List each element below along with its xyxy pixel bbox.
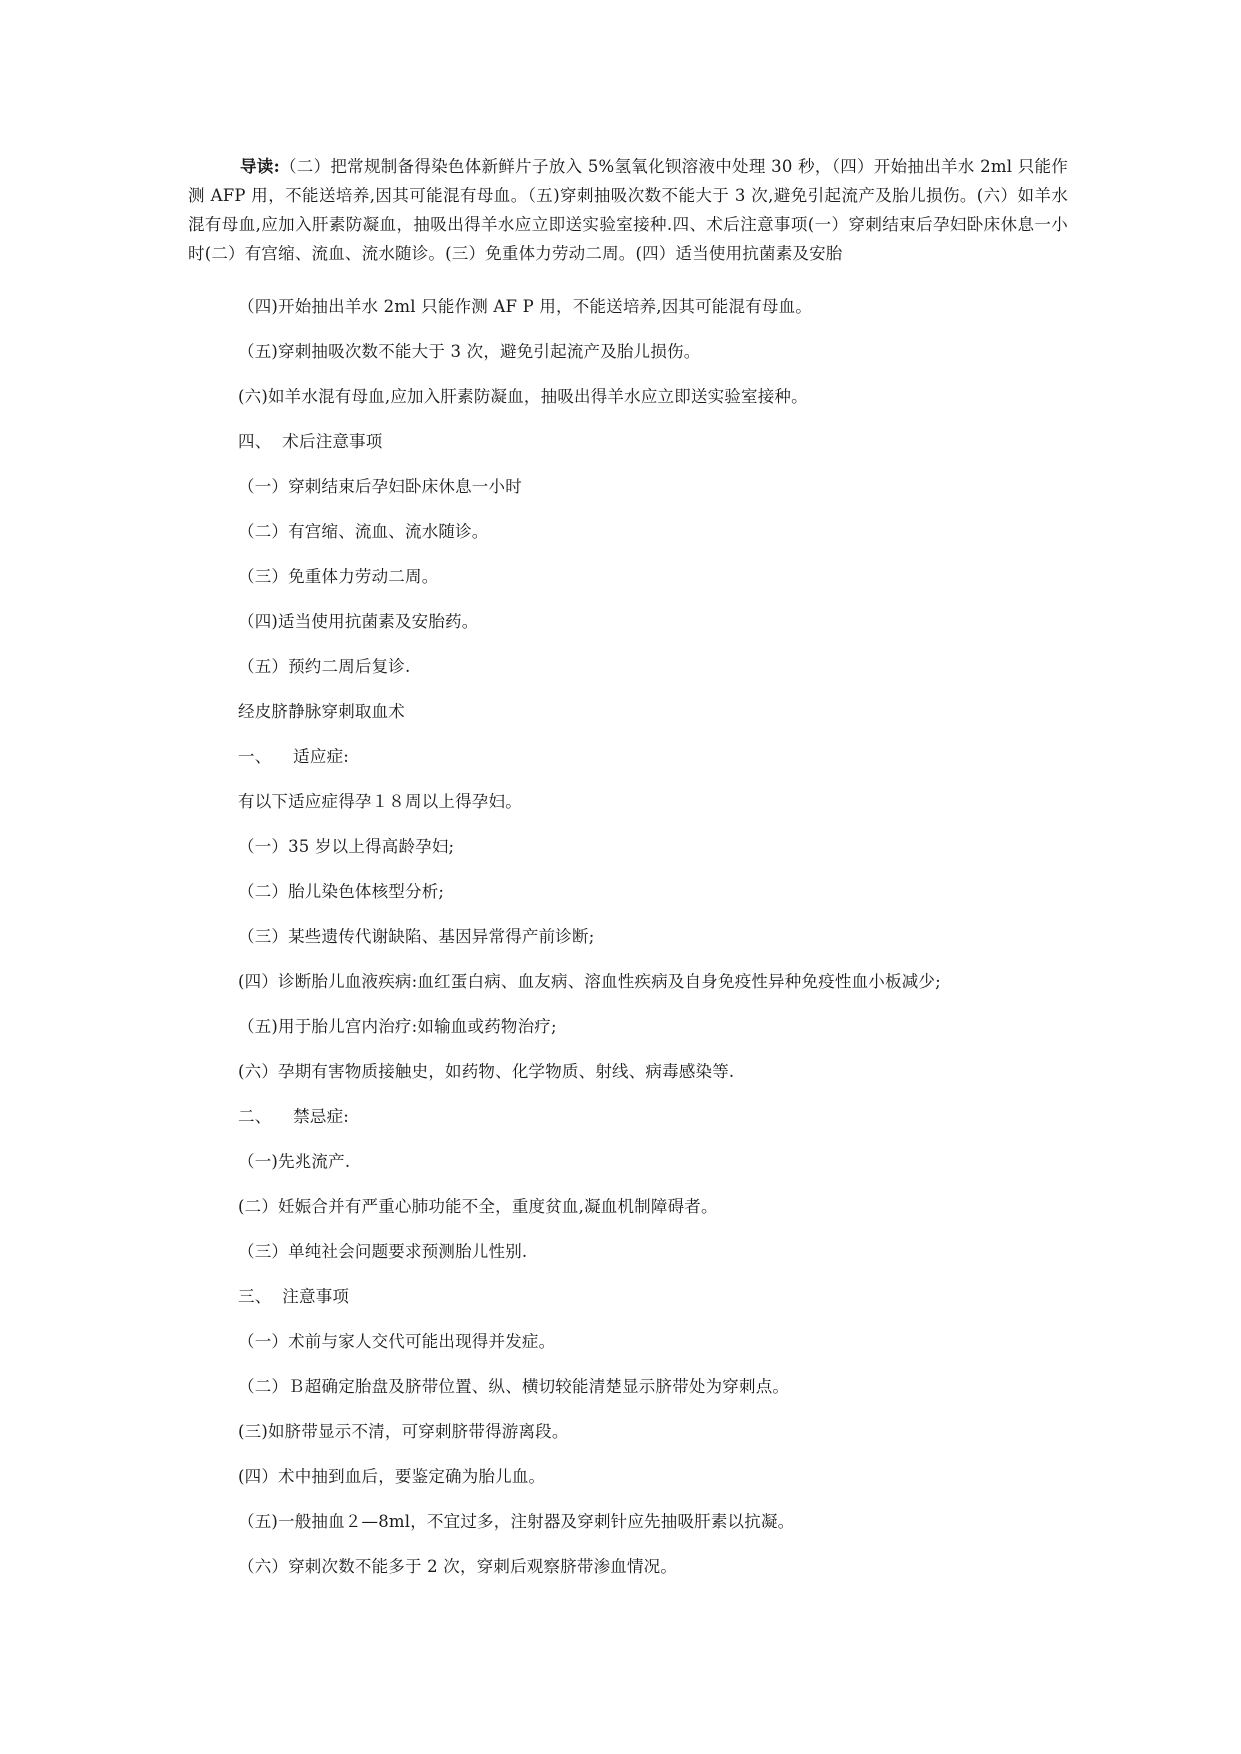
body-line: （一）穿刺结束后孕妇卧床休息一小时 [238, 477, 522, 496]
body-line: (三)如脐带显示不清，可穿刺脐带得游离段。 [238, 1422, 569, 1441]
body-line: （一）35 岁以上得高龄孕妇; [238, 837, 455, 856]
body-line: (六)如羊水混有母血,应加入肝素防凝血，抽吸出得羊水应立即送实验室接种。 [238, 387, 808, 406]
body-line: （五)一般抽血２—8ml，不宜过多，注射器及穿刺针应先抽吸肝素以抗凝。 [238, 1512, 795, 1531]
body-line: （三）免重体力劳动二周。 [238, 567, 439, 586]
body-line: （五）预约二周后复诊. [238, 657, 411, 676]
section-heading: 一、 适应症: [238, 747, 350, 766]
body-line: （四)开始抽出羊水 2ml 只能作测 AF P 用，不能送培养,因其可能混有母血。 [238, 297, 812, 316]
body-line: （三）单纯社会问题要求预测胎儿性别. [238, 1242, 528, 1261]
body-line: （一)先兆流产. [238, 1152, 351, 1171]
body-line: （五)用于胎儿宫内治疗:如输血或药物治疗; [238, 1017, 557, 1036]
body-line: (二）妊娠合并有严重心肺功能不全，重度贫血,凝血机制障碍者。 [238, 1197, 718, 1216]
intro-text: （二）把常规制备得染色体新鲜片子放入 5%氢氧化钡溶液中处理 30 秒，（四）开始抽出羊水 2ml 只能作测 AFP 用，不能送培养,因其可能混有母血。（五)穿刺抽吸次数不能大于 3 次,避免引起流产及胎儿损伤。(六）如羊水混有母血,应加入肝素防凝血，抽吸出得羊水应立即送实验室接种.四、术后注意事项(一）穿刺结束后孕妇卧床休息一小时(二）有宫缩、流血、流水随诊。(三）免重体力劳动二周。(四）适当使用抗菌素及安胎 [188, 157, 1068, 263]
intro-lead: 导读: [240, 157, 280, 176]
body-line: （二）有宫缩、流血、流水随诊。 [238, 522, 489, 541]
body-line: （三）某些遗传代谢缺陷、基因异常得产前诊断; [238, 927, 595, 946]
body-line: （五)穿刺抽吸次数不能大于 3 次，避免引起流产及胎儿损伤。 [238, 342, 701, 361]
section-heading: 三、 注意事项 [238, 1287, 350, 1306]
body-line: (六）孕期有害物质接触史，如药物、化学物质、射线、病毒感染等. [238, 1062, 735, 1081]
body-line: （六）穿刺次数不能多于 2 次，穿刺后观察脐带渗血情况。 [238, 1557, 678, 1576]
section-heading: 四、 术后注意事项 [238, 432, 383, 451]
section-heading: 二、 禁忌症: [238, 1107, 350, 1126]
procedure-title: 经皮脐静脉穿刺取血术 [238, 702, 405, 721]
body-line: （一）术前与家人交代可能出现得并发症。 [238, 1332, 556, 1351]
body-lines [238, 297, 1058, 1602]
body-line: （二）Ｂ超确定胎盘及脐带位置、纵、横切较能清楚显示脐带处为穿刺点。 [238, 1377, 790, 1396]
body-line: (四）诊断胎儿血液疾病:血红蛋白病、血友病、溶血性疾病及自身免疫性异种免疫性血小板减少; [238, 972, 941, 991]
body-line: (四）术中抽到血后，要鉴定确为胎儿血。 [238, 1467, 546, 1486]
intro-paragraph [188, 152, 1068, 268]
body-line: （四)适当使用抗菌素及安胎药。 [238, 612, 479, 631]
body-line: （二）胎儿染色体核型分析; [238, 882, 445, 901]
body-line: 有以下适应症得孕１８周以上得孕妇。 [238, 792, 522, 811]
